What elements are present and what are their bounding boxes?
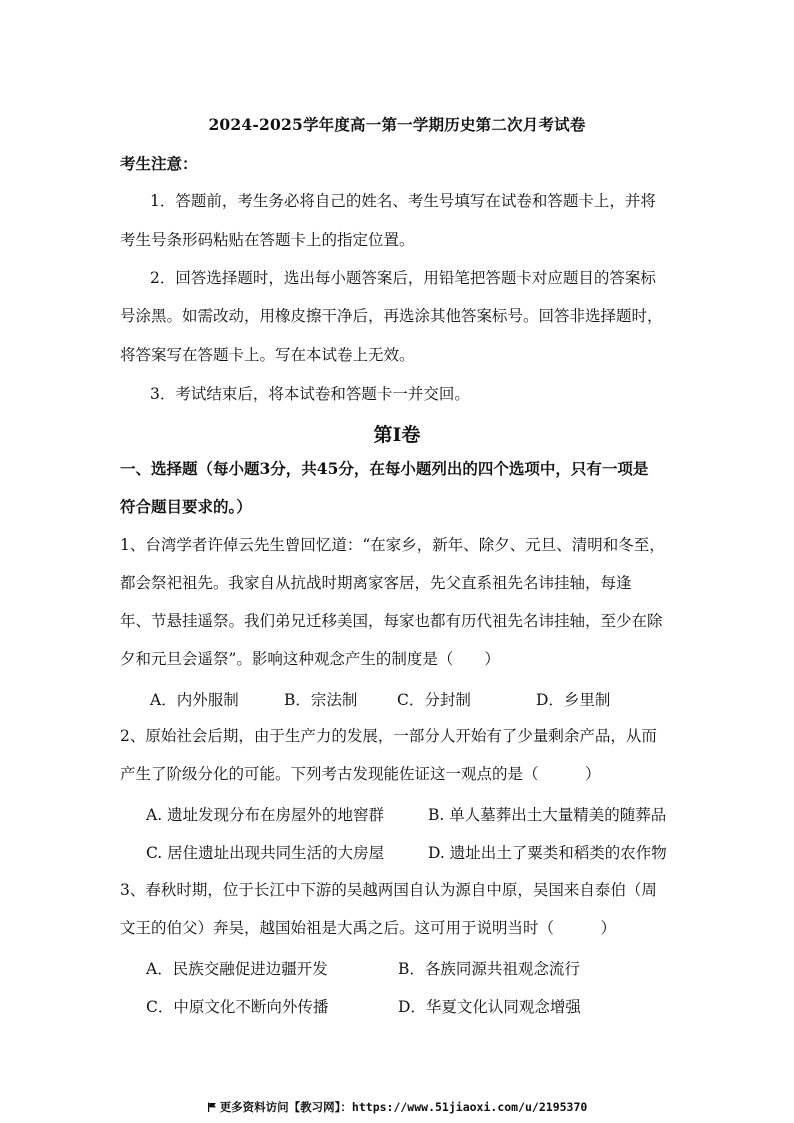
- notice-line: 2．回答选择题时，选出每小题答案后，用铅笔把答题卡对应题目的答案标: [150, 269, 656, 287]
- notice-line: 考生号条形码粘贴在答题卡上的指定位置。: [120, 231, 415, 249]
- footer-link[interactable]: [0, 1099, 794, 1115]
- question-3-option-c: C．中原文化不断向外传播: [146, 998, 329, 1016]
- volume-title: 第Ⅰ卷: [373, 424, 421, 446]
- question-3-option-b: B．各族同源共祖观念流行: [398, 960, 580, 978]
- question-1-option-b: B．宗法制: [284, 691, 358, 709]
- question-1-option-d: D．乡里制: [536, 691, 611, 709]
- notice-heading: 考生注意：: [120, 154, 198, 173]
- notice-line: 将答案写在答题卡上。写在本试卷上无效。: [120, 346, 415, 364]
- flag-icon: [207, 1102, 217, 1112]
- question-1-line: 1、台湾学者许倬云先生曾回忆道：“在家乡，新年、除夕、元旦、清明和冬至，: [120, 536, 665, 554]
- question-3-line: 3、春秋时期，位于长江中下游的吴越两国自认为源自中原，吴国来自泰伯（周: [120, 881, 657, 899]
- notice-line: 1．答题前，考生务必将自己的姓名、考生号填写在试卷和答题卡上，并将: [150, 192, 656, 210]
- question-2-option-c: C. 居住遗址出现共同生活的大房屋: [146, 844, 385, 862]
- footer-text: 更多资料访问【教习网】：https://www.51jiaoxi.com/u/2195370: [219, 1100, 588, 1114]
- question-1-line: 夕和元旦会遥祭”。影响这种观念产生的制度是（ ）: [120, 650, 500, 668]
- question-1-option-c: C．分封制: [397, 691, 471, 709]
- section-heading: 符合题目要求的。）: [120, 497, 252, 516]
- notice-line: 号涂黑。如需改动，用橡皮擦干净后，再选涂其他答案标号。回答非选择题时，: [120, 307, 663, 325]
- notice-line: 3．考试结束后，将本试卷和答题卡一并交回。: [150, 385, 470, 403]
- question-3-option-d: D．华夏文化认同观念增强: [398, 998, 581, 1016]
- question-2-line: 产生了阶级分化的可能。下列考古发现能佐证这一观点的是（ ）: [120, 765, 601, 783]
- question-3-option-a: A．民族交融促进边疆开发: [146, 960, 328, 978]
- question-2-option-a: A. 遗址发现分布在房屋外的地窖群: [146, 806, 385, 824]
- question-1-line: 都会祭祀祖先。我家自从抗战时期离家客居，先父直系祖先名讳挂轴，每逢: [120, 574, 632, 592]
- question-2-option-d: D. 遗址出土了粟类和稻类的农作物: [428, 844, 667, 862]
- question-1-line: 年、节悬挂遥祭。我们弟兄迁移美国，每家也都有历代祖先名讳挂轴，至少在除: [120, 612, 663, 630]
- question-2-option-b: B. 单人墓葬出土大量精美的随葬品: [428, 806, 667, 824]
- page-title: 2024-2025学年度高一第一学期历史第二次月考试卷: [208, 115, 586, 134]
- question-1-option-a: A．内外服制: [150, 691, 239, 709]
- question-3-line: 文王的伯父）奔吴，越国始祖是大禹之后。这可用于说明当时（ ）: [120, 919, 617, 937]
- section-heading: 一、选择题（每小题3分，共45分，在每小题列出的四个选项中，只有一项是: [120, 459, 649, 478]
- question-2-line: 2、原始社会后期，由于生产力的发展，一部分人开始有了少量剩余产品，从而: [120, 727, 657, 745]
